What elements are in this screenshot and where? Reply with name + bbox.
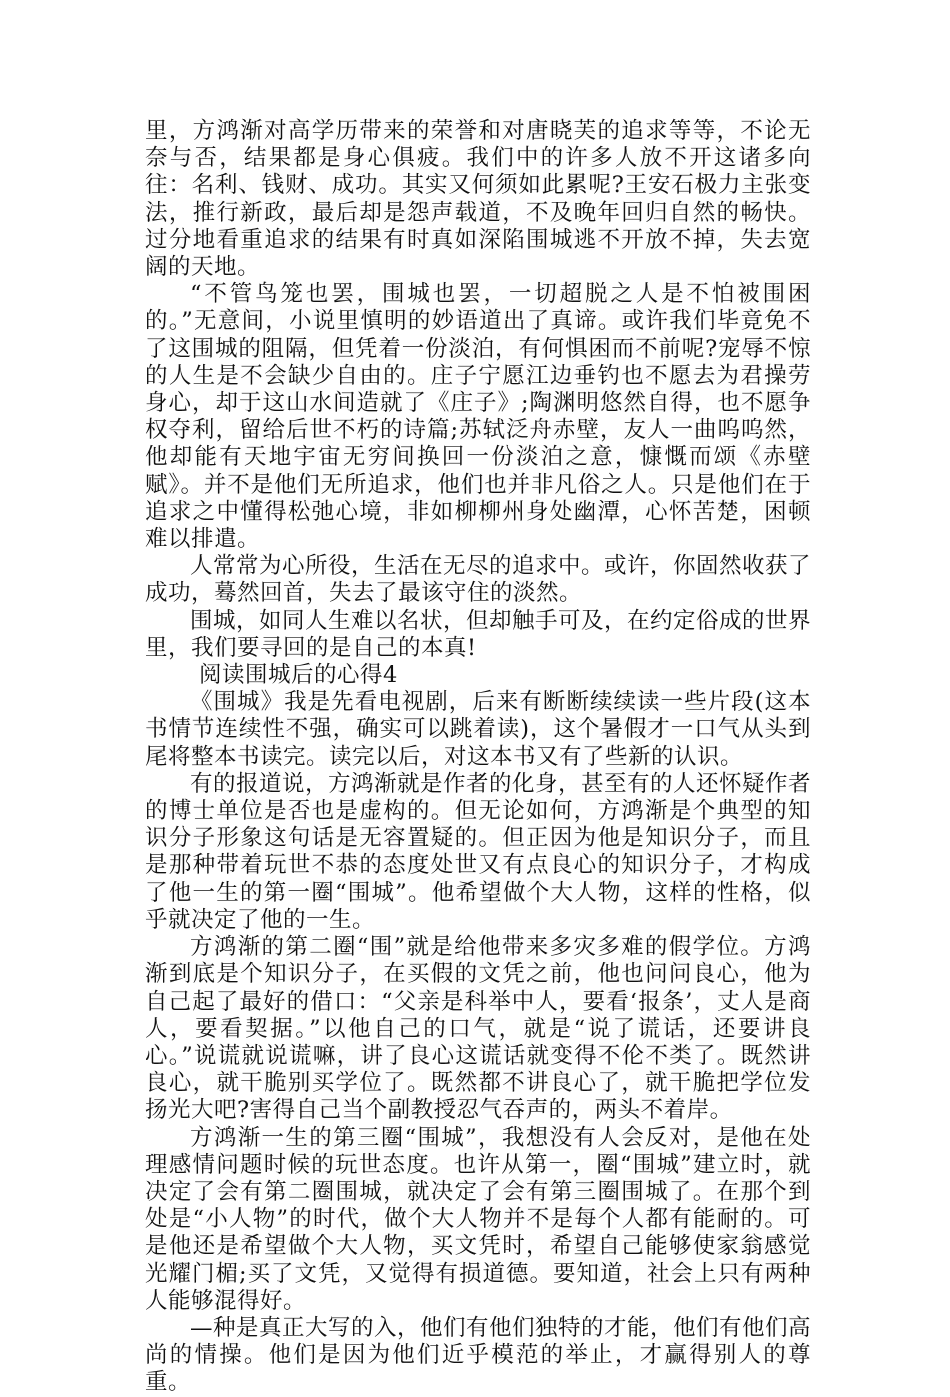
section-heading: 阅读围城后的心得4 (199, 662, 398, 689)
document-body (145, 118, 811, 1397)
paragraph-reading-experience: 《围城》我是先看电视剧，后来有断断续续读一些片段(这本书情节连续性不强，确实可以跳着读)，这个暑假才一口气从头到尾将整本书读完。读完以后，对这本书又有了些新的认识。 (145, 689, 811, 770)
paragraph-heart-servitude: 人常常为心所役，生活在无尽的追求中。或许，你固然收获了成功，蓦然回首，失去了最该守住的淡然。 (145, 553, 812, 607)
paragraph-third-fortress: 方鸿渐一生的第三圈“围城”，我想没有人会反对，是他在处理感情问题时候的玩世态度。也许从第一，圈“围城”建立时，就决定了会有第二圈围城，就决定了会有第三圈围城了。在那个到处是“小人物”的时代，做个大人物并不是每个人都有能耐的。可是他还是希望做个大人物，买文凭时，希望自己能够使家翁感觉光耀门楣;买了文凭，又觉得有损道德。要知道，社会上只有两种人能够混得好。 (145, 1124, 811, 1314)
paragraph-birdcage-quote: “不管鸟笼也罢，围城也罢，一切超脱之人是不怕被围困的。”无意间，小说里慎明的妙语道出了真谛。或许我们毕竟免不了这围城的阻隔，但凭着一份淡泊，有何惧困而不前呢?宠辱不惊的人生是不会缺少自由的。庄子宁愿江边垂钓也不愿去为君操劳身心，却于这山水间造就了《庄子》;陶渊明悠然自得，也不愿争权夺利，留给后世不朽的诗篇;苏轼泛舟赤壁，友人一曲呜呜然，他却能有天地宇宙无穷间换回一份淡泊之意，慷慨而颂《赤壁赋》。并不是他们无所追求，他们也并非凡俗之人。只是他们在于追求之中懂得松弛心境，非如柳柳州身处幽潭，心怀苦楚，困顿难以排遣。 (145, 281, 811, 553)
paragraph-continuation: 里，方鸿渐对高学历带来的荣誉和对唐晓芙的追求等等，不论无奈与否，结果都是身心俱疲。我们中的许多人放不开这诸多向往：名利、钱财、成功。其实又何须如此累呢?王安石极力主张变法，推行新政，最后却是怨声载道，不及晚年回归自然的畅快。过分地看重追求的结果有时真如深陷围城逃不开放不掉，失去宽阔的天地。 (145, 118, 811, 281)
paragraph-first-fortress: 有的报道说，方鸿渐就是作者的化身，甚至有的人还怀疑作者的博士单位是否也是虚构的。但无论如何，方鸿渐是个典型的知识分子形象这句话是无容置疑的。但正因为他是知识分子，而且是那种带着玩世不恭的态度处世又有点良心的知识分子，才构成了他一生的第一圈“围城”。他希望做个大人物，这样的性格，似乎就决定了他的一生。 (145, 770, 812, 933)
paragraph-second-fortress: 方鸿渐的第二圈“围”就是给他带来多灾多难的假学位。方鸿渐到底是个知识分子，在买假的文凭之前，他也问问良心，他为自己起了最好的借口：“父亲是科举中人，要看‘报条’，丈人是商人，要看契据。”以他自己的口气，就是“说了谎话，还要讲良心。”说谎就说谎嘛，讲了良心这谎话就变得不伦不类了。既然讲良心，就干脆别买学位了。既然都不讲良心了，就干脆把学位发扬光大吧?害得自己当个副教授忍气吞声的，两头不着岸。 (145, 934, 811, 1124)
paragraph-fortress-summary: 围城，如同人生难以名状，但却触手可及，在约定俗成的世界里，我们要寻回的是自己的本真! (145, 607, 812, 661)
paragraph-two-kinds-of-people: —种是真正大写的入，他们有他们独特的才能，他们有他们高尚的情操。他们是因为他们近乎模范的举止，才赢得别人的尊重。 (145, 1314, 812, 1396)
